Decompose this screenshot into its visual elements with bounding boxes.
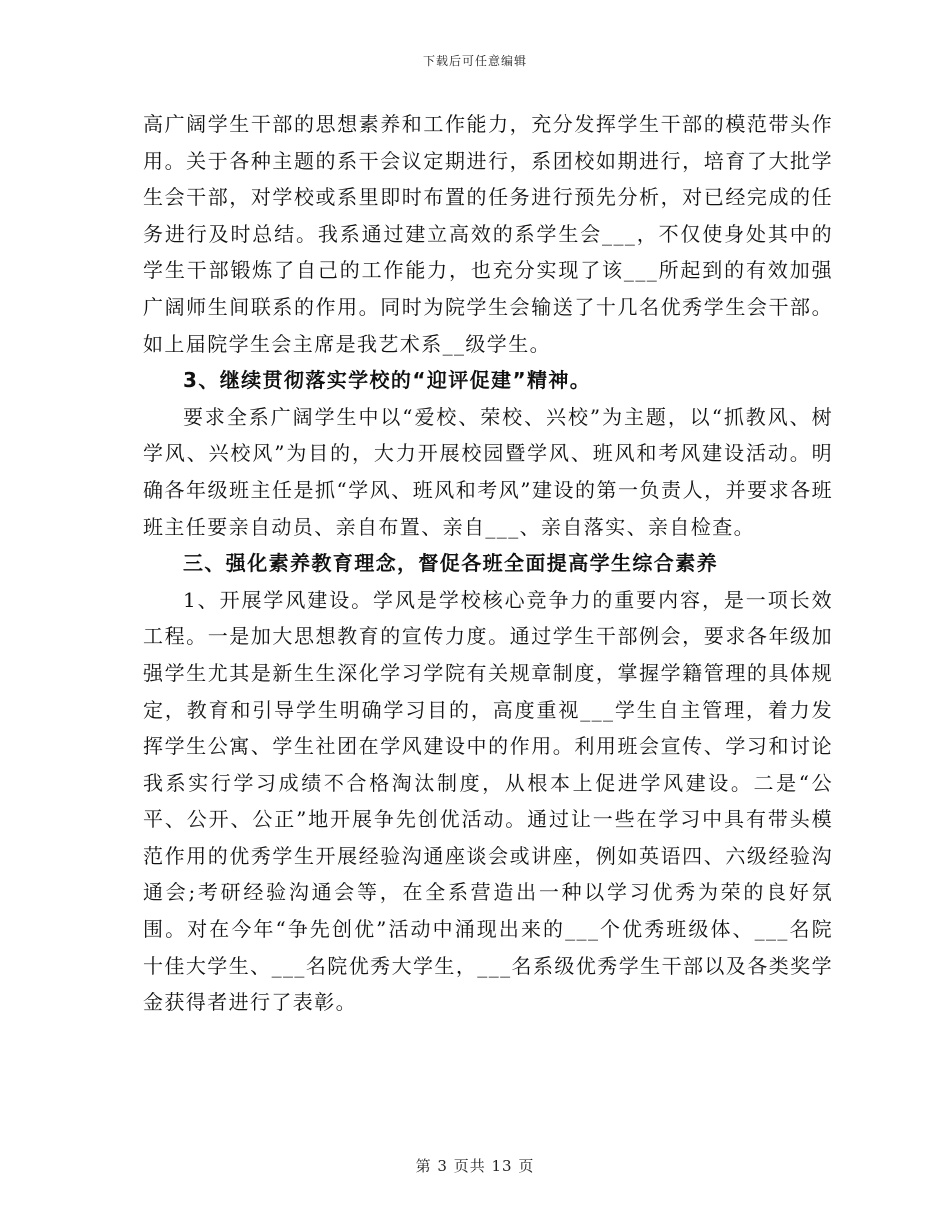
page-number: 第 3 页共 13 页 [415, 1157, 535, 1175]
paragraph-study-style: 1、开展学风建设。学风是学校核心竞争力的重要内容，是一项长效工程。一是加大思想教育的宣传力度。通过学生干部例会，要求各年级加强学生尤其是新生生深化学习学院有关规章制度，掌握学籍管理的具体规定，教育和引导学生明确学习目的，高度重视___学生自主管理，着力发挥学生公寓、学生社团在学风建设中的作用。利用班会宣传、学习和讨论我系实行学习成绩不合格淘汰制度，从根本上促进学风建设。二是“公平、公开、公正”地开展争先创优活动。通过让一些在学习中具有带头模范作用的优秀学生开展经验沟通座谈会或讲座，例如英语四、六级经验沟通会;考研经验沟通会等，在全系营造出一种以学习优秀为荣的良好氛围。对在今年“争先创优”活动中涌现出来的___个优秀班级体、___名院十佳大学生、___名院优秀大学生，___名系级优秀学生干部以及各类奖学金获得者进行了表彰。 [143, 587, 833, 1015]
page-header: 下载后可任意编辑 [422, 54, 527, 68]
paragraph-style-building: 要求全系广阔学生中以“爱校、荣校、兴校”为主题，以“抓教风、树学风、兴校风”为目的，大力开展校园暨学风、班风和考风建设活动。明确各年级班主任是抓“学风、班风和考风”建设的第一负责人，并要求各班班主任要亲自动员、亲自布置、亲自___、亲自落实、亲自检查。 [143, 404, 833, 539]
document-body [143, 106, 833, 1021]
section-heading-three: 三、强化素养教育理念，督促各班全面提高学生综合素养 [183, 551, 718, 576]
section-heading-3: 3、继续贯彻落实学校的“迎评促建”精神。 [183, 368, 592, 393]
paragraph-student-cadre: 高广阔学生干部的思想素养和工作能力，充分发挥学生干部的模范带头作用。关于各种主题的系干会议定期进行，系团校如期进行，培育了大批学生会干部，对学校或系里即时布置的任务进行预先分析，对已经完成的任务进行及时总结。我系通过建立高效的系学生会___，不仅使身处其中的学生干部锻炼了自己的工作能力，也充分实现了该___所起到的有效加强广阔师生间联系的作用。同时为院学生会输送了十几名优秀学生会干部。如上届院学生会主席是我艺术系__级学生。 [143, 112, 833, 356]
